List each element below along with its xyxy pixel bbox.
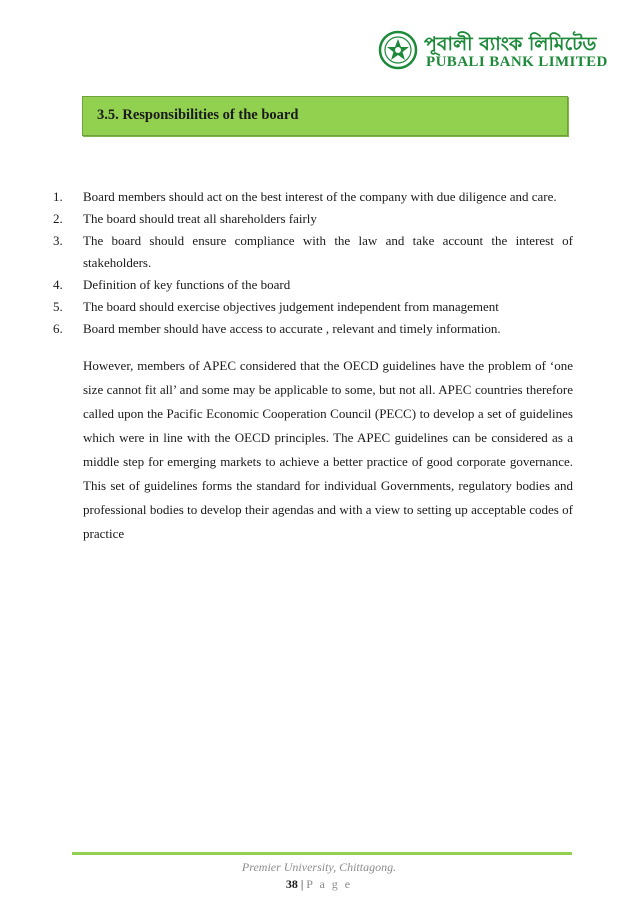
list-item — [53, 186, 573, 208]
section-heading-box — [82, 96, 568, 136]
section-heading: 3.5. Responsibilities of the board — [97, 107, 299, 123]
list-item — [53, 318, 573, 340]
list-item — [53, 208, 573, 230]
list-item-text: Definition of key functions of the board — [83, 277, 291, 292]
page-word: P a g e — [306, 877, 353, 891]
list-number: 1. — [53, 189, 63, 204]
page-separator: | — [300, 877, 304, 891]
list-item — [53, 230, 573, 274]
list-item-text: Board member should have access to accurate , relevant and timely information. — [83, 321, 501, 336]
body-paragraph: However, members of APEC considered that the OECD guidelines have the problem of ‘one size cannot fit all’ and some may be applicable to some, but not all. APEC countries therefore called upon the Pacific Economic Cooperation Council (PECC) to develop a set of guidelines which were in line with the OECD principles. The APEC guidelines can be considered as a middle step for emerging markets to achieve a better practice of good corporate governance. This set of guidelines forms the standard for individual Governments, regulatory bodies and professional bodies to develop their agendas and with a view to setting up acceptable codes of practice — [83, 358, 573, 541]
list-number: 5. — [53, 299, 63, 314]
bank-emblem-icon — [378, 30, 418, 70]
list-number: 3. — [53, 233, 63, 248]
logo-bangla-text: পূবালী ব্যাংক লিমিটেড — [424, 33, 597, 55]
page-number: 38 — [285, 877, 298, 891]
footer-institution: Premier University, Chittagong. — [241, 860, 397, 874]
bank-logo — [378, 28, 608, 76]
list-item — [53, 274, 573, 296]
list-item — [53, 296, 573, 318]
footer-page-label — [0, 877, 638, 892]
logo-english-text: PUBALI BANK LIMITED — [426, 54, 608, 70]
list-item-text: The board should exercise objectives judgement independent from management — [83, 299, 499, 314]
list-item-continuation: stakeholders. — [83, 255, 152, 270]
list-item-text: The board should treat all shareholders fairly — [83, 211, 317, 226]
list-number: 4. — [53, 277, 63, 292]
list-item-text: The board should ensure compliance with the law and take account the interest of — [83, 233, 573, 248]
responsibilities-list — [53, 186, 573, 340]
list-number: 2. — [53, 211, 63, 226]
list-number: 6. — [53, 321, 63, 336]
list-item-text: Board members should act on the best interest of the company with due diligence and care. — [83, 189, 557, 204]
footer-divider — [72, 852, 572, 855]
